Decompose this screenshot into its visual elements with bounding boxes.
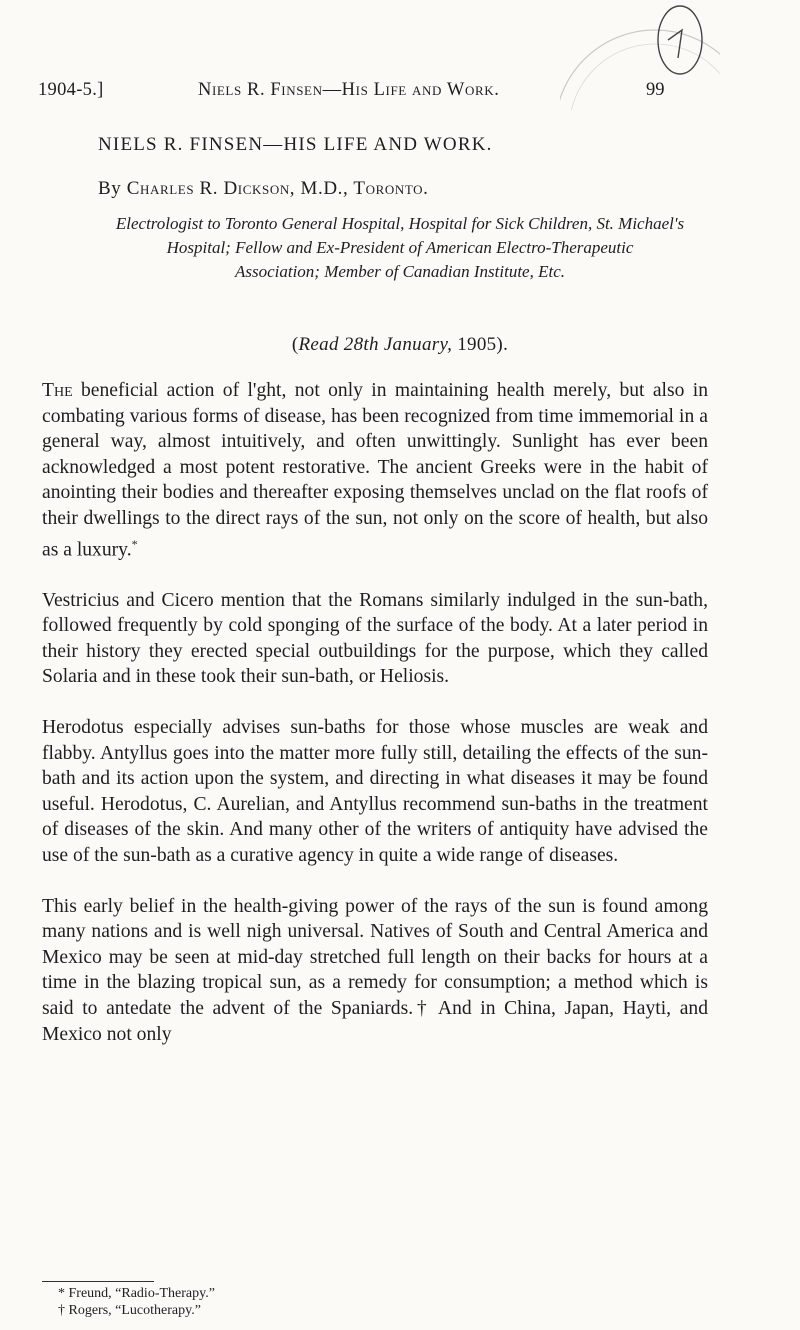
footnote: * Freund, “Radio-Therapy.” <box>58 1286 215 1301</box>
running-head-year: 1904-5.] <box>38 80 104 100</box>
credential-line: Association; Member of Canadian Institute, Etc. <box>234 262 566 281</box>
paragraph-text: beneficial action of l'ght, not only in maintaining health merely, but also in combating various forms of disease, has been recognized from time immemorial in a general way, almost intuitively, and often unwittingly. Sunlight has ever been acknowledged a most potent restorative. The ancient Greeks were in the habit of anointing their bodies and thereafter exposing themselves unclad on the flat roofs of their dwellings to the direct rays of the sun, not only on the score of health, but also as a luxury. <box>42 380 708 561</box>
read-date <box>0 334 800 356</box>
read-date-italic: Read 28th January, <box>298 334 453 355</box>
running-head <box>38 80 648 101</box>
paragraph-text: Vestricius and Cicero mention that the Romans similarly indulged in the sun-bath, followed frequently by cold sponging of the surface of the body. At a later period in their history they erected special outbuildings for the purpose, which they called Solaria and in these took their sun-bath, or Heliosis. <box>42 589 708 688</box>
author-name: Charles R. Dickson, M.D., Toronto. <box>126 178 429 199</box>
footnote: † Rogers, “Lucotherapy.” <box>58 1303 201 1318</box>
byline-prefix: By <box>98 178 122 199</box>
credential-line: Electrologist to Toronto General Hospital, Hospital for Sick Children, St. Michael's <box>115 214 685 233</box>
paragraph-text: Herodotus especially advises sun-baths for those whose muscles are weak and flabby. Antyllus goes into the matter more fully still, detailing the effects of the sun-bath and its action upon the system, and directing in what diseases it may be found useful. Herodotus, C. Aurelian, and Antyllus recommend sun-baths in the treatment of diseases of the skin. And many other of the writers of antiquity have advised the use of the sun-bath as a curative agency in quite a wide range of diseases. <box>42 717 708 867</box>
read-date-open: ( <box>291 334 299 355</box>
page-number: 99 <box>646 80 665 100</box>
read-date-close: 1905). <box>452 334 509 355</box>
paragraph <box>42 588 708 690</box>
paragraph <box>42 715 708 869</box>
paragraph <box>42 378 708 563</box>
article-body <box>42 378 708 1072</box>
article-title: NIELS R. FINSEN—HIS LIFE AND WORK. <box>98 134 493 155</box>
footnote-rule <box>42 1281 154 1282</box>
author-credentials <box>60 212 740 284</box>
footnotes <box>58 1285 215 1319</box>
byline <box>98 178 428 200</box>
running-head-title: Niels R. Finsen—His Life and Work. <box>198 80 500 100</box>
library-stamp <box>560 0 720 110</box>
paragraph-text: This early belief in the health-giving power of the rays of the sun is found among many nations and is well nigh universal. Natives of South and Central America and Mexico may be seen at mid-day stretched full length on their backs for hours at a time in the blazing tropical sun, as a remedy for consumption; a method which is said to antedate the advent of the Spaniards.† And in China, Japan, Hayti, and Mexico not only <box>42 895 708 1045</box>
paragraph <box>42 894 708 1048</box>
credential-line: Hospital; Fellow and Ex-President of American Electro-Therapeutic <box>166 238 634 257</box>
drop-word: The <box>42 380 73 401</box>
footnote-marker: * <box>131 536 138 551</box>
